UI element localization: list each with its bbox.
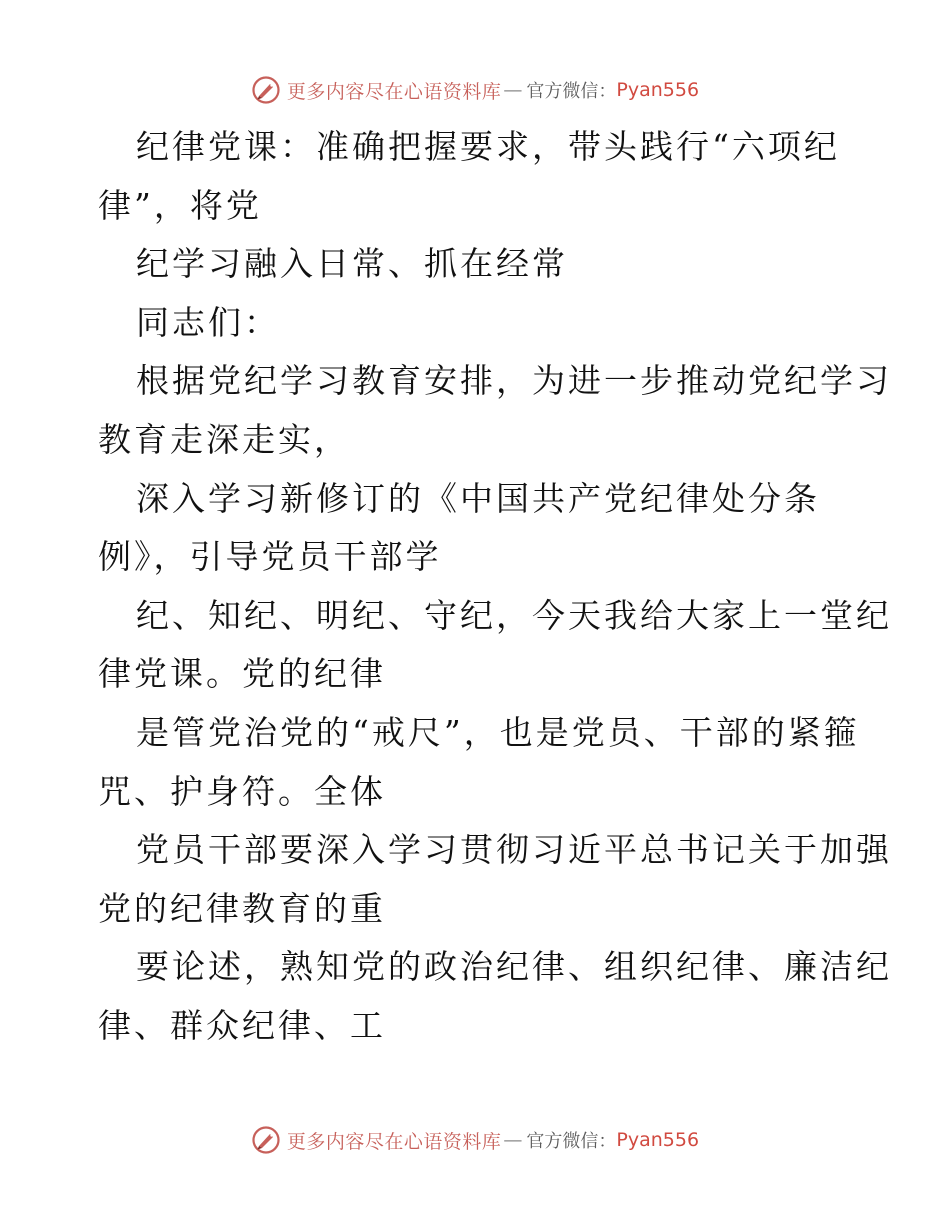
watermark-wechat-id: Pyan556: [616, 1129, 700, 1151]
watermark-wechat-id: Pyan556: [616, 79, 700, 101]
header-watermark: [0, 73, 950, 107]
watermark-text: 更多内容尽在心语资料库: [286, 1130, 502, 1153]
text-line: 纪学习融入日常、抓在经常: [136, 244, 568, 284]
watermark-label: 官方微信：: [526, 81, 617, 102]
text-line: 根据党纪学习教育安排，为进一步推动党纪学习: [136, 361, 892, 401]
watermark-label: 官方微信：: [526, 1131, 617, 1152]
document-body: [98, 118, 892, 1056]
text-line: 同志们：: [136, 302, 280, 342]
text-line: 律、群众纪律、工: [98, 1005, 386, 1045]
text-line: 例》，引导党员干部学: [98, 537, 442, 577]
text-line: 律党课。党的纪律: [98, 654, 386, 694]
text-line: 教育走深走实，: [98, 419, 350, 459]
text-line: 要论述，熟知党的政治纪律、组织纪律、廉洁纪: [136, 947, 892, 987]
text-line: 纪、知纪、明纪、守纪，今天我给大家上一堂纪: [136, 595, 892, 635]
text-line: 咒、护身符。全体: [98, 771, 386, 811]
text-line: 律”，将党: [98, 185, 262, 225]
watermark-text: 更多内容尽在心语资料库: [286, 80, 502, 103]
text-line: 深入学习新修订的《中国共产党纪律处分条: [136, 478, 820, 518]
footer-watermark: [0, 1123, 950, 1157]
text-line: 是管党治党的“戒尺”，也是党员、干部的紧箍: [136, 712, 860, 752]
pen-logo-icon: [251, 75, 281, 105]
pen-logo-icon: [251, 1125, 281, 1155]
watermark-separator: —: [503, 1129, 523, 1151]
watermark-separator: —: [503, 79, 523, 101]
text-line: 党员干部要深入学习贯彻习近平总书记关于加强: [136, 830, 892, 870]
text-line: 纪律党课：准确把握要求，带头践行“六项纪: [136, 127, 840, 166]
text-line: 党的纪律教育的重: [98, 888, 386, 928]
